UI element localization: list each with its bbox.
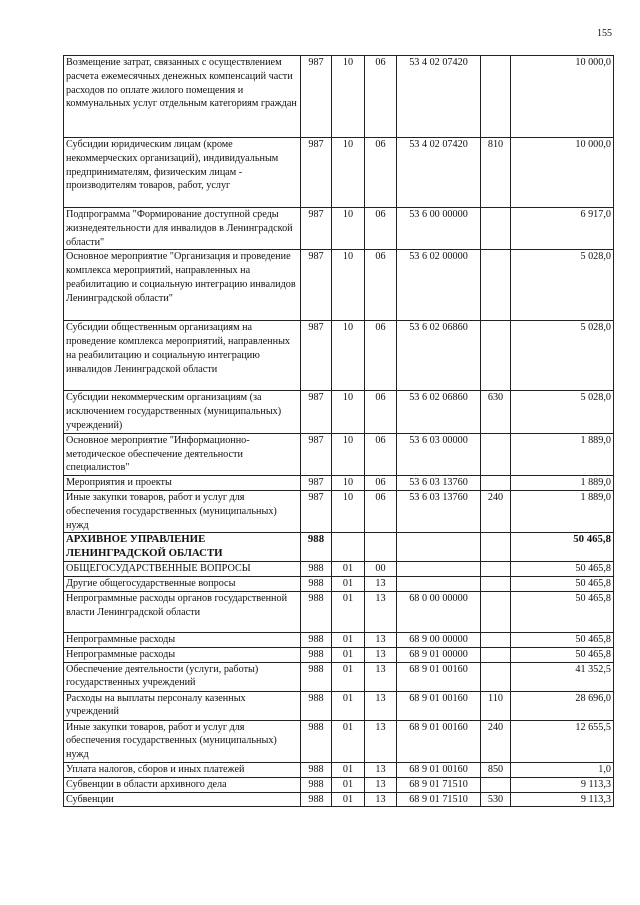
cell-vr — [481, 591, 511, 632]
cell-csr: 68 9 01 71510 — [397, 777, 481, 792]
table-row — [64, 433, 614, 475]
cell-csr: 68 9 01 71510 — [397, 792, 481, 807]
cell-name: Иные закупки товаров, работ и услуг для обеспечения государственных (муниципальных) нужд — [64, 490, 301, 532]
cell-sum: 50 465,8 — [511, 647, 614, 662]
cell-rz: 10 — [332, 476, 365, 491]
table-row — [64, 391, 614, 433]
cell-name: Субвенции — [64, 792, 301, 807]
cell-pr: 06 — [365, 433, 397, 475]
cell-sum: 9 113,3 — [511, 792, 614, 807]
cell-pr: 13 — [365, 777, 397, 792]
cell-sum: 10 000,0 — [511, 138, 614, 208]
cell-ved: 987 — [301, 476, 332, 491]
cell-ved: 988 — [301, 562, 332, 577]
cell-rz: 10 — [332, 321, 365, 391]
table-row — [64, 792, 614, 807]
cell-ved: 987 — [301, 56, 332, 138]
cell-vr: 810 — [481, 138, 511, 208]
cell-pr: 06 — [365, 490, 397, 532]
cell-name: Непрограммные расходы — [64, 632, 301, 647]
cell-sum: 5 028,0 — [511, 391, 614, 433]
cell-sum: 5 028,0 — [511, 321, 614, 391]
cell-vr — [481, 321, 511, 391]
cell-vr: 530 — [481, 792, 511, 807]
cell-rz: 10 — [332, 138, 365, 208]
table-row — [64, 321, 614, 391]
cell-pr: 06 — [365, 476, 397, 491]
cell-ved: 987 — [301, 138, 332, 208]
table-row — [64, 208, 614, 250]
cell-vr: 110 — [481, 691, 511, 720]
cell-rz: 01 — [332, 577, 365, 592]
cell-rz: 10 — [332, 391, 365, 433]
cell-csr: 53 6 03 13760 — [397, 490, 481, 532]
cell-vr — [481, 476, 511, 491]
table-row — [64, 647, 614, 662]
cell-csr: 68 9 01 00160 — [397, 762, 481, 777]
cell-vr — [481, 777, 511, 792]
cell-csr: 53 4 02 07420 — [397, 138, 481, 208]
cell-name: Другие общегосударственные вопросы — [64, 577, 301, 592]
cell-ved: 987 — [301, 391, 332, 433]
cell-csr: 68 9 01 00000 — [397, 647, 481, 662]
cell-ved: 987 — [301, 321, 332, 391]
cell-pr: 13 — [365, 647, 397, 662]
cell-rz: 01 — [332, 762, 365, 777]
cell-rz: 10 — [332, 56, 365, 138]
cell-name: АРХИВНОЕ УПРАВЛЕНИЕ ЛЕНИНГРАДСКОЙ ОБЛАСТИ — [64, 533, 301, 562]
cell-pr: 00 — [365, 562, 397, 577]
cell-sum: 5 028,0 — [511, 250, 614, 321]
cell-csr: 53 6 02 00000 — [397, 250, 481, 321]
table-row — [64, 720, 614, 762]
cell-rz — [332, 533, 365, 562]
cell-pr: 13 — [365, 691, 397, 720]
cell-csr: 68 9 01 00160 — [397, 662, 481, 691]
cell-csr: 68 9 00 00000 — [397, 632, 481, 647]
cell-ved: 988 — [301, 792, 332, 807]
table-row — [64, 577, 614, 592]
cell-ved: 988 — [301, 720, 332, 762]
cell-rz: 10 — [332, 208, 365, 250]
cell-rz: 01 — [332, 591, 365, 632]
cell-pr: 06 — [365, 138, 397, 208]
cell-pr: 13 — [365, 632, 397, 647]
cell-sum: 50 465,8 — [511, 591, 614, 632]
cell-vr — [481, 562, 511, 577]
cell-pr: 06 — [365, 250, 397, 321]
table-row — [64, 632, 614, 647]
cell-ved: 987 — [301, 208, 332, 250]
cell-sum: 28 696,0 — [511, 691, 614, 720]
cell-vr — [481, 250, 511, 321]
cell-ved: 988 — [301, 647, 332, 662]
cell-rz: 01 — [332, 647, 365, 662]
cell-name: ОБЩЕГОСУДАРСТВЕННЫЕ ВОПРОСЫ — [64, 562, 301, 577]
cell-ved: 988 — [301, 777, 332, 792]
cell-pr: 13 — [365, 662, 397, 691]
cell-csr: 53 6 03 13760 — [397, 476, 481, 491]
cell-name: Основное мероприятие "Организация и проведение комплекса мероприятий, направленных на реабилитацию и социальную интеграцию инвалидов Ленинградской области" — [64, 250, 301, 321]
table-row — [64, 490, 614, 532]
cell-pr: 13 — [365, 577, 397, 592]
cell-name: Непрограммные расходы органов государственной власти Ленинградской области — [64, 591, 301, 632]
cell-name: Субсидии некоммерческим организациям (за исключением государственных (муниципальных) учреждений) — [64, 391, 301, 433]
cell-csr — [397, 533, 481, 562]
table-row — [64, 533, 614, 562]
cell-name: Субвенции в области архивного дела — [64, 777, 301, 792]
cell-vr — [481, 647, 511, 662]
cell-pr: 13 — [365, 591, 397, 632]
cell-ved: 988 — [301, 533, 332, 562]
cell-vr — [481, 208, 511, 250]
table-row — [64, 562, 614, 577]
cell-ved: 988 — [301, 591, 332, 632]
cell-ved: 987 — [301, 250, 332, 321]
table-row — [64, 591, 614, 632]
cell-ved: 988 — [301, 762, 332, 777]
cell-sum: 1 889,0 — [511, 433, 614, 475]
cell-vr: 240 — [481, 720, 511, 762]
cell-vr — [481, 632, 511, 647]
cell-csr: 53 6 02 06860 — [397, 391, 481, 433]
cell-csr: 68 9 01 00160 — [397, 691, 481, 720]
cell-sum: 50 465,8 — [511, 577, 614, 592]
cell-name: Непрограммные расходы — [64, 647, 301, 662]
cell-sum: 12 655,5 — [511, 720, 614, 762]
cell-sum: 1 889,0 — [511, 476, 614, 491]
cell-csr: 53 6 03 00000 — [397, 433, 481, 475]
cell-vr — [481, 662, 511, 691]
table-row — [64, 762, 614, 777]
cell-csr: 53 6 02 06860 — [397, 321, 481, 391]
cell-pr: 06 — [365, 321, 397, 391]
cell-pr — [365, 533, 397, 562]
cell-ved: 988 — [301, 662, 332, 691]
cell-rz: 01 — [332, 662, 365, 691]
cell-sum: 1 889,0 — [511, 490, 614, 532]
budget-table — [63, 55, 614, 807]
table-row — [64, 476, 614, 491]
cell-rz: 10 — [332, 250, 365, 321]
cell-ved: 988 — [301, 632, 332, 647]
cell-name: Основное мероприятие "Информационно-методическое обеспечение деятельности специалистов" — [64, 433, 301, 475]
cell-ved: 988 — [301, 691, 332, 720]
table-row — [64, 662, 614, 691]
cell-rz: 01 — [332, 777, 365, 792]
table-row — [64, 691, 614, 720]
cell-sum: 10 000,0 — [511, 56, 614, 138]
cell-csr: 53 4 02 07420 — [397, 56, 481, 138]
table-row — [64, 250, 614, 321]
cell-sum: 50 465,8 — [511, 632, 614, 647]
cell-csr: 68 9 01 00160 — [397, 720, 481, 762]
cell-rz: 01 — [332, 632, 365, 647]
cell-ved: 987 — [301, 433, 332, 475]
cell-name: Обеспечение деятельности (услуги, работы) государственных учреждений — [64, 662, 301, 691]
cell-pr: 13 — [365, 792, 397, 807]
cell-vr — [481, 577, 511, 592]
cell-rz: 10 — [332, 433, 365, 475]
cell-vr: 850 — [481, 762, 511, 777]
cell-rz: 10 — [332, 490, 365, 532]
cell-name: Субсидии юридическим лицам (кроме некоммерческих организаций), индивидуальным предпринимателям, физическим лицам - производителям товаров, работ, услуг — [64, 138, 301, 208]
page-number: 155 — [597, 28, 612, 39]
cell-vr — [481, 533, 511, 562]
cell-vr — [481, 56, 511, 138]
budget-table-body — [64, 56, 614, 807]
cell-pr: 06 — [365, 391, 397, 433]
cell-sum: 6 917,0 — [511, 208, 614, 250]
cell-sum: 1,0 — [511, 762, 614, 777]
cell-name: Расходы на выплаты персоналу казенных учреждений — [64, 691, 301, 720]
cell-sum: 41 352,5 — [511, 662, 614, 691]
cell-pr: 06 — [365, 56, 397, 138]
cell-pr: 13 — [365, 720, 397, 762]
cell-rz: 01 — [332, 720, 365, 762]
cell-pr: 13 — [365, 762, 397, 777]
cell-name: Иные закупки товаров, работ и услуг для обеспечения государственных (муниципальных) нужд — [64, 720, 301, 762]
cell-pr: 06 — [365, 208, 397, 250]
cell-rz: 01 — [332, 792, 365, 807]
cell-name: Субсидии общественным организациям на проведение комплекса мероприятий, направленных на реабилитацию и социальную интеграцию инвалидов Ленинградской области — [64, 321, 301, 391]
cell-csr: 68 0 00 00000 — [397, 591, 481, 632]
cell-ved: 987 — [301, 490, 332, 532]
cell-vr: 240 — [481, 490, 511, 532]
cell-vr: 630 — [481, 391, 511, 433]
cell-ved: 988 — [301, 577, 332, 592]
cell-name: Мероприятия и проекты — [64, 476, 301, 491]
cell-csr: 53 6 00 00000 — [397, 208, 481, 250]
cell-csr — [397, 562, 481, 577]
cell-sum: 50 465,8 — [511, 562, 614, 577]
cell-name: Возмещение затрат, связанных с осуществлением расчета ежемесячных денежных компенсаций части расходов по оплате жилого помещения и коммунальных услуг отдельным категориям граждан — [64, 56, 301, 138]
cell-rz: 01 — [332, 691, 365, 720]
table-row — [64, 138, 614, 208]
cell-rz: 01 — [332, 562, 365, 577]
cell-vr — [481, 433, 511, 475]
cell-sum: 9 113,3 — [511, 777, 614, 792]
cell-csr — [397, 577, 481, 592]
table-row — [64, 56, 614, 138]
table-row — [64, 777, 614, 792]
cell-name: Уплата налогов, сборов и иных платежей — [64, 762, 301, 777]
cell-name: Подпрограмма "Формирование доступной среды жизнедеятельности для инвалидов в Ленинградской области" — [64, 208, 301, 250]
cell-sum: 50 465,8 — [511, 533, 614, 562]
